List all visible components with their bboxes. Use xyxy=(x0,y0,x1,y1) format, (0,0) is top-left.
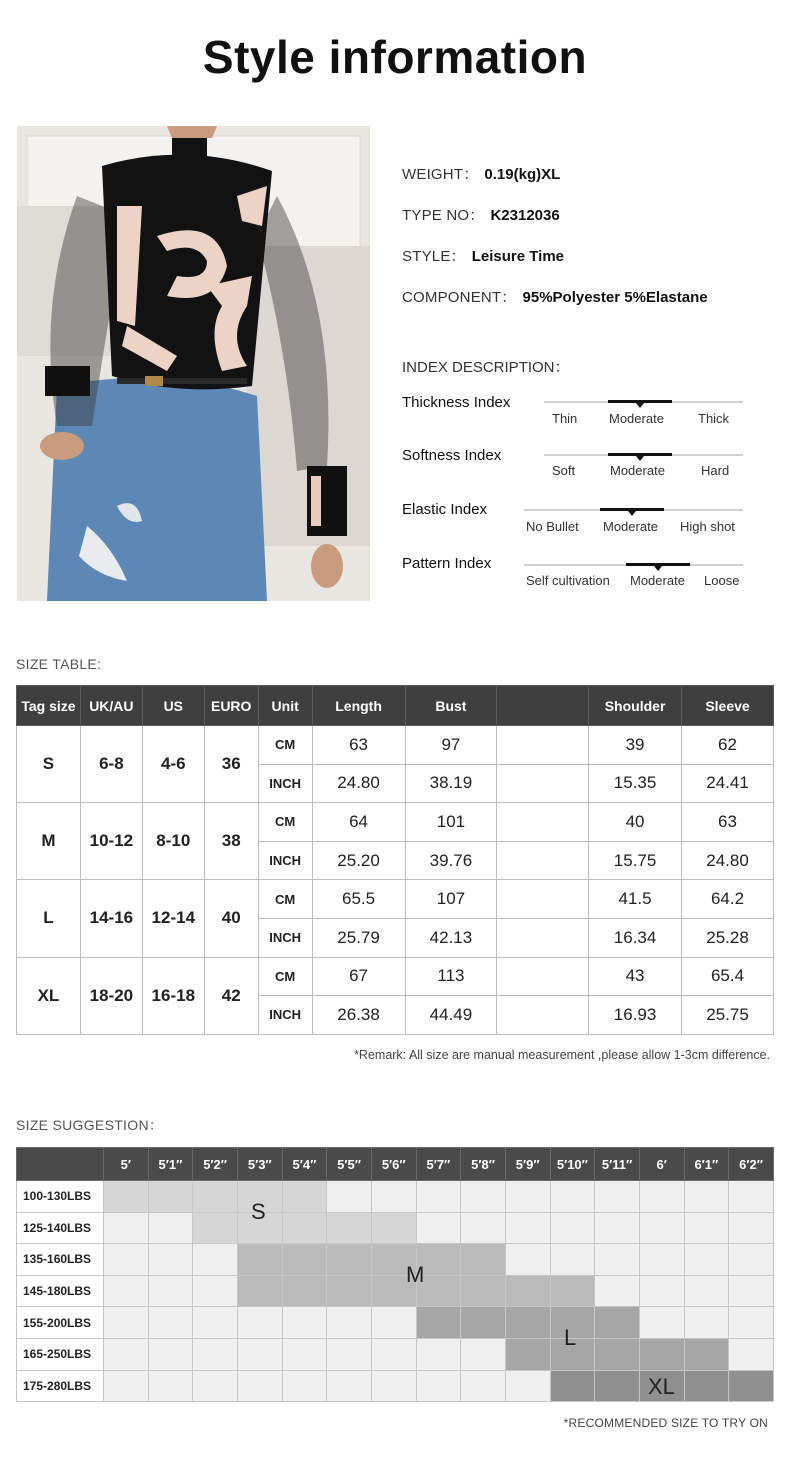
blank-cell xyxy=(497,918,589,957)
index-name: Softness Index xyxy=(402,447,502,464)
sleeve-cell: 25.75 xyxy=(682,996,774,1035)
uk-cell: 18-20 xyxy=(80,957,142,1034)
height-header-cell: 5′9″ xyxy=(505,1148,550,1181)
index-option-selected: Moderate xyxy=(603,519,658,534)
index-option: No Bullet xyxy=(526,519,579,534)
weight-label-cell: 100-130LBS xyxy=(17,1181,104,1213)
suggested-size-cell-s xyxy=(193,1181,238,1213)
euro-cell: 42 xyxy=(204,957,258,1034)
shoulder-cell: 40 xyxy=(589,803,682,842)
grid-cell xyxy=(595,1212,640,1244)
uk-cell: 10-12 xyxy=(80,803,142,880)
index-pointer-icon xyxy=(636,403,644,408)
length-cell: 67 xyxy=(312,957,405,996)
tag-size-cell: M xyxy=(17,803,81,880)
index-option-selected: Moderate xyxy=(630,573,685,588)
recommended-note: *RECOMMENDED SIZE TO TRY ON xyxy=(563,1416,768,1430)
grid-cell xyxy=(148,1275,193,1307)
page-title: Style information xyxy=(202,31,588,83)
grid-cell xyxy=(639,1244,684,1276)
grid-cell xyxy=(461,1370,506,1402)
height-header-cell: 5′7″ xyxy=(416,1148,461,1181)
unit-cell: CM xyxy=(258,957,312,996)
weight-label-cell: 155-200LBS xyxy=(17,1307,104,1339)
spec-label: STYLE： xyxy=(402,248,466,265)
suggested-size-cell-xl xyxy=(684,1370,729,1402)
zone-label-s: S xyxy=(251,1199,266,1224)
grid-cell xyxy=(595,1275,640,1307)
spec-weight xyxy=(402,163,772,204)
grid-cell xyxy=(148,1370,193,1402)
sleeve-cell: 62 xyxy=(682,726,774,765)
height-header-cell: 5′4″ xyxy=(282,1148,327,1181)
grid-cell xyxy=(550,1212,595,1244)
weight-row xyxy=(17,1212,774,1244)
bust-cell: 97 xyxy=(405,726,497,765)
grid-cell xyxy=(148,1338,193,1370)
blank-cell xyxy=(497,996,589,1035)
shoulder-cell: 41.5 xyxy=(589,880,682,919)
spec-component xyxy=(402,286,772,327)
grid-cell xyxy=(282,1307,327,1339)
header-blank xyxy=(497,686,589,726)
suggested-size-cell-s xyxy=(148,1181,193,1213)
tag-size-cell: L xyxy=(17,880,81,957)
suggested-size-cell-l xyxy=(505,1338,550,1370)
table-row xyxy=(17,803,774,842)
header-sleeve: Sleeve xyxy=(682,686,774,726)
height-header-cell: 5′3″ xyxy=(237,1148,282,1181)
grid-cell xyxy=(684,1181,729,1213)
height-header-cell: 5′5″ xyxy=(327,1148,372,1181)
sleeve-cell: 65.4 xyxy=(682,957,774,996)
length-cell: 25.79 xyxy=(312,918,405,957)
index-pointer-icon xyxy=(654,566,662,571)
grid-cell xyxy=(729,1275,774,1307)
grid-cell xyxy=(237,1307,282,1339)
grid-cell xyxy=(684,1244,729,1276)
spec-type-no xyxy=(402,204,772,245)
suggested-size-cell-m xyxy=(461,1275,506,1307)
weight-label-cell: 165-250LBS xyxy=(17,1338,104,1370)
grid-cell xyxy=(684,1275,729,1307)
grid-cell xyxy=(193,1338,238,1370)
grid-cell xyxy=(103,1370,148,1402)
grid-cell xyxy=(327,1338,372,1370)
weight-row xyxy=(17,1338,774,1370)
height-header-cell: 5′11″ xyxy=(595,1148,640,1181)
height-header-cell: 6′ xyxy=(639,1148,684,1181)
grid-cell xyxy=(193,1244,238,1276)
grid-cell xyxy=(595,1181,640,1213)
bust-cell: 113 xyxy=(405,957,497,996)
suggested-size-cell-m xyxy=(550,1275,595,1307)
weight-row xyxy=(17,1307,774,1339)
corner-cell xyxy=(17,1148,104,1181)
unit-cell: INCH xyxy=(258,764,312,803)
grid-cell xyxy=(729,1244,774,1276)
grid-cell xyxy=(371,1181,416,1213)
us-cell: 12-14 xyxy=(142,880,204,957)
measurement-remark: *Remark: All size are manual measurement ,please allow 1-3cm difference. xyxy=(354,1048,770,1062)
suggested-size-cell-m xyxy=(327,1244,372,1276)
grid-cell xyxy=(416,1181,461,1213)
suggested-size-cell-l xyxy=(595,1338,640,1370)
table-row xyxy=(17,880,774,919)
suggested-size-cell-m xyxy=(237,1244,282,1276)
blank-cell xyxy=(497,841,589,880)
grid-cell xyxy=(639,1275,684,1307)
product-photo xyxy=(17,126,370,601)
grid-cell xyxy=(193,1370,238,1402)
grid-cell xyxy=(103,1338,148,1370)
blank-cell xyxy=(497,803,589,842)
index-option-selected: Moderate xyxy=(609,411,664,426)
height-header-row xyxy=(17,1148,774,1181)
grid-cell xyxy=(327,1370,372,1402)
index-option: Thin xyxy=(552,411,578,426)
spec-value: K2312036 xyxy=(490,207,560,224)
height-header-cell: 6′1″ xyxy=(684,1148,729,1181)
grid-cell xyxy=(193,1307,238,1339)
grid-cell xyxy=(461,1212,506,1244)
height-header-cell: 5′2″ xyxy=(193,1148,238,1181)
grid-cell xyxy=(416,1338,461,1370)
uk-cell: 6-8 xyxy=(80,726,142,803)
grid-cell xyxy=(327,1307,372,1339)
grid-cell xyxy=(327,1181,372,1213)
blank-cell xyxy=(497,726,589,765)
grid-cell xyxy=(550,1244,595,1276)
grid-cell xyxy=(193,1275,238,1307)
suggested-size-cell-m xyxy=(282,1275,327,1307)
index-option: Self cultivation xyxy=(526,573,610,588)
weight-row xyxy=(17,1181,774,1213)
grid-cell xyxy=(505,1212,550,1244)
grid-cell xyxy=(103,1244,148,1276)
suggested-size-cell-l xyxy=(595,1307,640,1339)
grid-cell xyxy=(282,1338,327,1370)
index-option: High shot xyxy=(680,519,735,534)
unit-cell: INCH xyxy=(258,996,312,1035)
shoulder-cell: 15.75 xyxy=(589,841,682,880)
grid-cell xyxy=(505,1370,550,1402)
suggested-size-cell-s xyxy=(282,1212,327,1244)
suggested-size-cell-l xyxy=(684,1338,729,1370)
index-option-selected: Moderate xyxy=(610,463,665,478)
suggested-size-cell-xl xyxy=(550,1370,595,1402)
thickness-index xyxy=(402,394,752,444)
shoulder-cell: 43 xyxy=(589,957,682,996)
blank-cell xyxy=(497,880,589,919)
grid-cell xyxy=(282,1370,327,1402)
length-cell: 26.38 xyxy=(312,996,405,1035)
height-header-cell: 5′1″ xyxy=(148,1148,193,1181)
header-euro: EURO xyxy=(204,686,258,726)
suggested-size-cell-xl xyxy=(595,1370,640,1402)
tag-size-cell: XL xyxy=(17,957,81,1034)
index-pointer-icon xyxy=(636,456,644,461)
grid-cell xyxy=(237,1370,282,1402)
sleeve-cell: 64.2 xyxy=(682,880,774,919)
shoulder-cell: 16.93 xyxy=(589,996,682,1035)
euro-cell: 36 xyxy=(204,726,258,803)
grid-cell xyxy=(416,1212,461,1244)
pattern-index xyxy=(402,555,752,605)
grid-cell xyxy=(639,1307,684,1339)
spec-value: Leisure Time xyxy=(471,248,564,265)
zone-label-m: M xyxy=(406,1262,425,1287)
index-option: Thick xyxy=(698,411,730,426)
grid-cell xyxy=(371,1338,416,1370)
grid-cell xyxy=(729,1181,774,1213)
grid-cell xyxy=(505,1181,550,1213)
suggested-size-cell-s xyxy=(282,1181,327,1213)
index-option: Hard xyxy=(701,463,730,478)
grid-cell xyxy=(729,1307,774,1339)
grid-cell xyxy=(148,1244,193,1276)
header-tag-size: Tag size xyxy=(17,686,81,726)
suggested-size-cell-l xyxy=(639,1338,684,1370)
shoulder-cell: 15.35 xyxy=(589,764,682,803)
suggested-size-cell-s xyxy=(193,1212,238,1244)
bust-cell: 38.19 xyxy=(405,764,497,803)
us-cell: 8-10 xyxy=(142,803,204,880)
length-cell: 24.80 xyxy=(312,764,405,803)
us-cell: 16-18 xyxy=(142,957,204,1034)
blank-cell xyxy=(497,764,589,803)
suggested-size-cell-m xyxy=(505,1275,550,1307)
grid-cell xyxy=(103,1212,148,1244)
suggested-size-cell-s xyxy=(371,1212,416,1244)
weight-label-cell: 135-160LBS xyxy=(17,1244,104,1276)
grid-cell xyxy=(550,1181,595,1213)
unit-cell: INCH xyxy=(258,841,312,880)
tag-size-cell: S xyxy=(17,726,81,803)
spec-value: 0.19(kg)XL xyxy=(484,166,561,183)
zone-label-xl: XL xyxy=(648,1374,675,1399)
size-table xyxy=(16,685,774,1035)
grid-cell xyxy=(148,1212,193,1244)
unit-cell: INCH xyxy=(258,918,312,957)
index-pointer-icon xyxy=(628,511,636,516)
unit-cell: CM xyxy=(258,726,312,765)
bust-cell: 101 xyxy=(405,803,497,842)
weight-row xyxy=(17,1244,774,1276)
weight-label-cell: 125-140LBS xyxy=(17,1212,104,1244)
sleeve-cell: 63 xyxy=(682,803,774,842)
height-header-cell: 5′6″ xyxy=(371,1148,416,1181)
size-suggestion-label: SIZE SUGGESTION： xyxy=(16,1117,164,1133)
table-row xyxy=(17,957,774,996)
grid-cell xyxy=(416,1370,461,1402)
suggested-size-cell-s xyxy=(327,1212,372,1244)
uk-cell: 14-16 xyxy=(80,880,142,957)
bust-cell: 39.76 xyxy=(405,841,497,880)
softness-index xyxy=(402,447,752,497)
suggested-size-cell-m xyxy=(327,1275,372,1307)
shoulder-cell: 39 xyxy=(589,726,682,765)
suggested-size-cell-s xyxy=(103,1181,148,1213)
grid-cell xyxy=(461,1181,506,1213)
suggested-size-cell-l xyxy=(461,1307,506,1339)
length-cell: 65.5 xyxy=(312,880,405,919)
suggested-size-cell-m xyxy=(282,1244,327,1276)
grid-cell xyxy=(684,1307,729,1339)
length-cell: 25.20 xyxy=(312,841,405,880)
sleeve-cell: 24.80 xyxy=(682,841,774,880)
header-length: Length xyxy=(312,686,405,726)
header-unit: Unit xyxy=(258,686,312,726)
us-cell: 4-6 xyxy=(142,726,204,803)
grid-cell xyxy=(684,1212,729,1244)
index-option: Loose xyxy=(704,573,740,588)
zone-label-l: L xyxy=(564,1325,577,1350)
index-description-title: INDEX DESCRIPTION： xyxy=(402,359,570,376)
height-header-cell: 5′8″ xyxy=(461,1148,506,1181)
unit-cell: CM xyxy=(258,803,312,842)
header-bust: Bust xyxy=(405,686,497,726)
spec-label: WEIGHT： xyxy=(402,166,479,183)
bust-cell: 44.49 xyxy=(405,996,497,1035)
grid-cell xyxy=(148,1307,193,1339)
grid-cell xyxy=(639,1181,684,1213)
index-option: Soft xyxy=(552,463,576,478)
table-row xyxy=(17,726,774,765)
shoulder-cell: 16.34 xyxy=(589,918,682,957)
height-header-cell: 6′2″ xyxy=(729,1148,774,1181)
index-name: Thickness Index xyxy=(402,394,511,411)
weight-label-cell: 175-280LBS xyxy=(17,1370,104,1402)
spec-style xyxy=(402,245,772,286)
sleeve-cell: 24.41 xyxy=(682,764,774,803)
suggested-size-cell-m xyxy=(461,1244,506,1276)
size-table-header xyxy=(17,686,774,726)
grid-cell xyxy=(729,1338,774,1370)
header-us: US xyxy=(142,686,204,726)
model-illustration xyxy=(17,126,370,601)
spec-label: COMPONENT： xyxy=(402,289,517,306)
index-name: Elastic Index xyxy=(402,501,488,518)
index-name: Pattern Index xyxy=(402,555,492,572)
length-cell: 63 xyxy=(312,726,405,765)
grid-cell xyxy=(595,1244,640,1276)
grid-cell xyxy=(237,1338,282,1370)
grid-cell xyxy=(103,1307,148,1339)
sleeve-cell: 25.28 xyxy=(682,918,774,957)
header-uk-au: UK/AU xyxy=(80,686,142,726)
size-suggestion-table xyxy=(16,1147,774,1402)
suggested-size-cell-m xyxy=(237,1275,282,1307)
length-cell: 64 xyxy=(312,803,405,842)
header-shoulder: Shoulder xyxy=(589,686,682,726)
blank-cell xyxy=(497,957,589,996)
euro-cell: 38 xyxy=(204,803,258,880)
grid-cell xyxy=(505,1244,550,1276)
height-header-cell: 5′10″ xyxy=(550,1148,595,1181)
bust-cell: 107 xyxy=(405,880,497,919)
suggested-size-cell-l xyxy=(416,1307,461,1339)
height-header-cell: 5′ xyxy=(103,1148,148,1181)
elastic-index xyxy=(402,501,752,551)
grid-cell xyxy=(639,1212,684,1244)
grid-cell xyxy=(461,1338,506,1370)
spec-list xyxy=(402,163,772,327)
grid-cell xyxy=(103,1275,148,1307)
grid-cell xyxy=(371,1370,416,1402)
grid-cell xyxy=(371,1307,416,1339)
spec-label: TYPE NO： xyxy=(402,207,485,224)
weight-row xyxy=(17,1275,774,1307)
unit-cell: CM xyxy=(258,880,312,919)
weight-label-cell: 145-180LBS xyxy=(17,1275,104,1307)
grid-cell xyxy=(729,1212,774,1244)
bust-cell: 42.13 xyxy=(405,918,497,957)
suggested-size-cell-xl xyxy=(729,1370,774,1402)
spec-value: 95%Polyester 5%Elastane xyxy=(522,289,708,306)
suggested-size-cell-l xyxy=(505,1307,550,1339)
euro-cell: 40 xyxy=(204,880,258,957)
size-table-label: SIZE TABLE: xyxy=(16,656,102,672)
